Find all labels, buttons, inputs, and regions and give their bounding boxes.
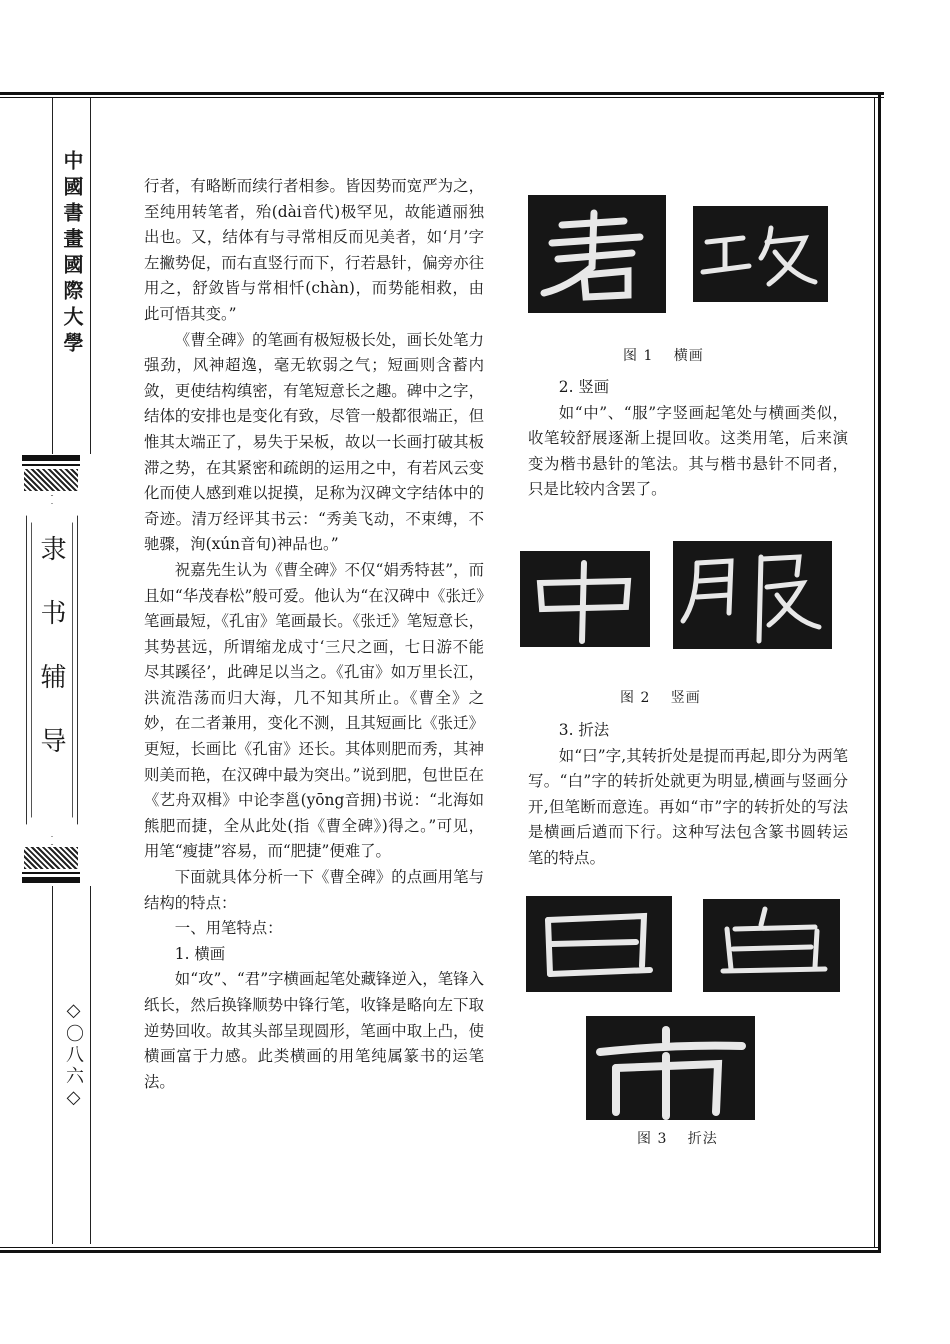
paragraph-analysis-intro: 下面就具体分析一下《曹全碑》的点画用笔与结构的特点： <box>144 868 484 912</box>
paragraph-zhujia: 祝嘉先生认为《曹全碑》不仅“娟秀特甚”，而且如“华茂春松”般可爱。他认为“在汉碑中《张迁》笔画最短，《孔宙》笔画最长。《张迁》笔短意长，其势甚远，所谓缩龙成寸‘三尺之画，七日游不能尽其蹊径’，此碑足以当之。《孔宙》如万里长江，洪流浩荡而归大海，几不知其所止。《曹全》之妙，在二者兼用，变化不测，且其短画比《张迁》更短，长画比《孔宙》还长。其体则肥而秀，其神则美而艳，在汉碑中最为突出。”说到肥，包世臣在《艺舟双楫》中论李邕(yōng音拥)书说：“北海如熊肥而捷，全从此处(指《曹全碑》)得之。”可见，用笔“瘦捷”容易，而“肥捷”便难了。 <box>144 560 484 861</box>
paragraph-caoquan-strokes: 《曹全碑》的笔画有极短极长处，画长处笔力强劲，风神超逸，毫无软弱之气；短画则含蓄内敛，更使结构缜密，有笔短意长之趣。碑中之字，结体的安排也是变化有致，尽管一般都很端正，但惟其太端正了，易失于呆板，故以一长画打破其板滞之势，在其紧密和疏朗的运用之中，有若风云变化而使人感到难以捉摸，足称为汉碑文字结体中的奇迹。清万经评其书云：“秀美飞动，不束缚，不驰骤，洵(xún音旬)神品也。” <box>144 330 484 554</box>
heading-horizontal-stroke: 1. 横画 <box>174 944 226 963</box>
heading-turning-stroke: 3. 折法 <box>558 721 610 739</box>
hatch-band-top <box>24 469 78 491</box>
heading-vertical-stroke: 2. 竖画 <box>558 378 610 396</box>
heading-brush-features: 一、用笔特点： <box>174 919 283 938</box>
left-text-column <box>144 174 484 1095</box>
figure1-char-gong <box>693 206 828 302</box>
figure2-caption: 图 2 竖画 <box>620 690 701 706</box>
figure3-char-bai <box>703 899 840 992</box>
page-frame-right <box>878 92 881 1252</box>
section-title-vertical: 隶书辅导 <box>36 535 66 791</box>
figure2-char-fu <box>673 541 832 649</box>
paragraph-continuation: 行者，有略断而续行者相参。皆因势而宽严为之，至纯用转笔者，殆(dài音代)极罕见，故能遒丽独出也。又，结体有与寻常相反而见美者，如‘月’字左撇势促，而右直竖行而下，行若悬针，偏旁亦往用之，舒敛皆与常相忏(chàn)，而势能相救，由此可悟其变。” <box>144 177 484 323</box>
figure3-char-shi <box>586 1016 755 1120</box>
paragraph-vertical-stroke: 如“中”、“服”字竖画起笔处与横画类似，收笔较舒展逐渐上提回收。这类用笔，后来演变为楷书悬针的笔法。其与楷书悬针不同者，只是比较内含罢了。 <box>528 403 848 499</box>
page-frame-right-inner <box>874 97 875 1247</box>
book-title-vertical: 中國書畫國際大學 <box>60 150 84 358</box>
paragraph-horizontal-stroke: 如“攻”、“君”字横画起笔处藏锋逆入，笔锋入纸长，然后换锋顺势中锋行笔，收锋是略向左下取逆势回收。故其头部呈现圆形，笔画中取上凸，使横画富于力感。此类横画的用笔纯属篆书的运笔法。 <box>144 970 484 1091</box>
side-rule-left-bottom <box>52 886 53 1244</box>
side-rule-left-top <box>52 98 53 454</box>
right-text-vertical-stroke <box>528 375 848 503</box>
side-rule-right-bottom <box>90 886 91 1244</box>
figure2-char-zhong <box>520 551 650 647</box>
page-frame-bottom <box>0 1247 881 1253</box>
figure1-caption: 图 1 横画 <box>623 348 704 364</box>
hatch-band-bottom <box>24 847 78 869</box>
side-rule-right-top <box>90 98 91 454</box>
page-frame-top <box>0 92 884 98</box>
figure1-char-jun <box>528 195 666 313</box>
paragraph-turning-stroke: 如“曰”字,其转折处是提而再起,即分为两笔写。“白”字的转折处就更为明显,横画与竖画分开,但笔断而意连。再如“市”字的转折处的写法是横画后遒而下行。这种写法包含篆书圆转运笔的特点。 <box>528 746 848 867</box>
figure3-caption: 图 3 折法 <box>637 1131 718 1147</box>
right-text-turning-stroke <box>528 718 848 872</box>
page-number: ◇〇八六◇ <box>63 1000 84 1111</box>
figure3-char-yue <box>526 896 672 992</box>
